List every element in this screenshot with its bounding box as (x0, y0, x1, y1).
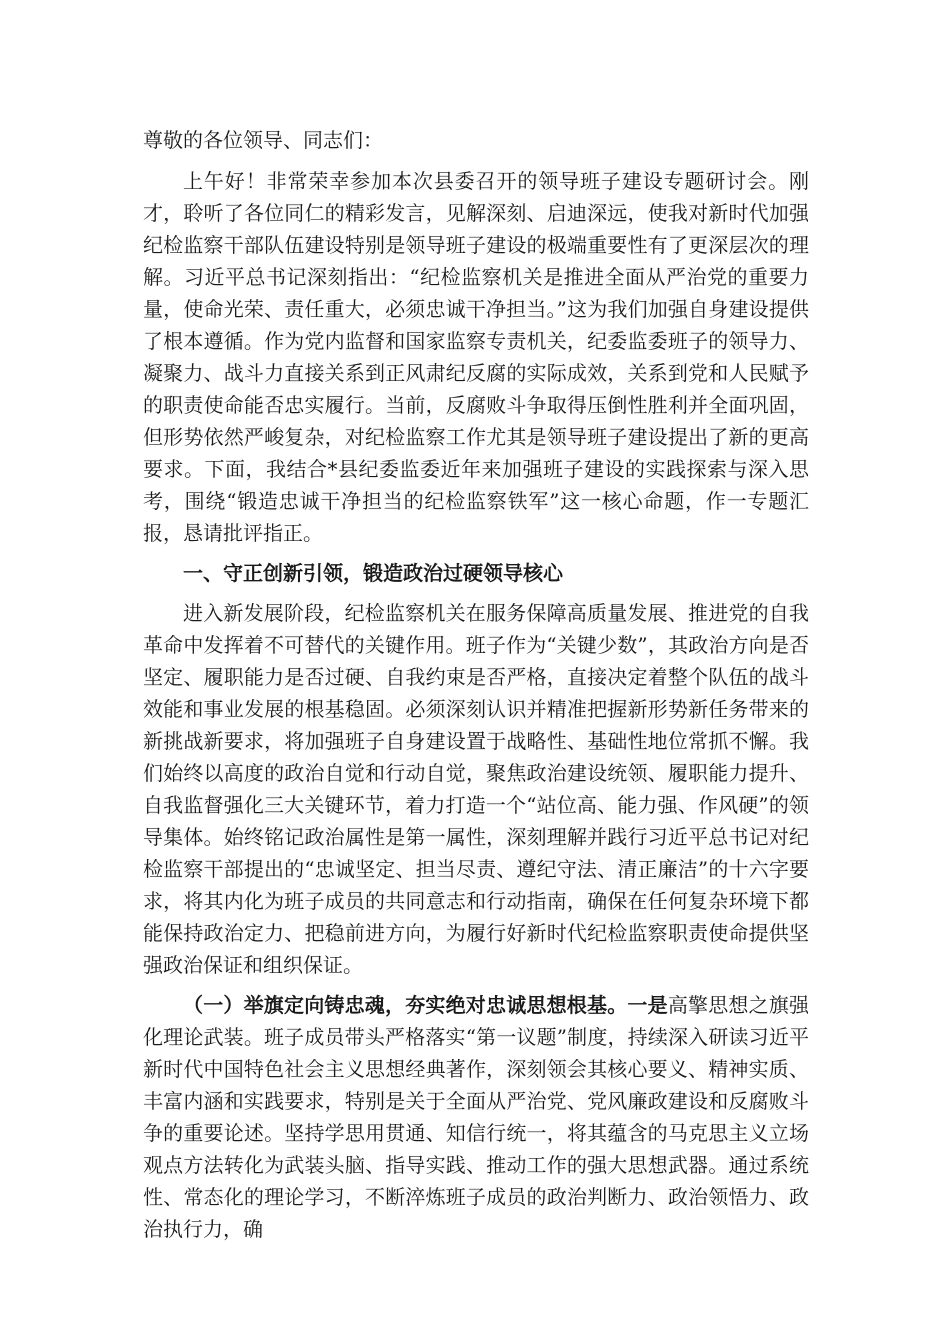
subsection-1-lead: 一是 (627, 993, 668, 1017)
salutation: 尊敬的各位领导、同志们： (143, 128, 383, 152)
subsection-1-body: 高擎思想之旗强化理论武装。班子成员带头严格落实“第一议题”制度，持续深入研读习近平新时代中国特色社会主义思想经典著作，深刻领会其核心要义、精神实质、丰富内涵和实践要求，特别是关于全面从严治党、党风廉政建设和反腐败斗争的重要论述。坚持学思用贯通、知信行统一，将其蕴含的马克思主义立场观点方法转化为武装头脑、指导实践、推动工作的强大思想武器。通过系统性、常态化的理论学习，不断淬炼班子成员的政治判断力、政治领悟力、政治执行力，确 (143, 993, 810, 1241)
subsection-1-paragraph (143, 989, 809, 1245)
section-1-paragraph: 进入新发展阶段，纪检监察机关在服务保障高质量发展、推进党的自我革命中发挥着不可替代的关键作用。班子作为“关键少数”，其政治方向是否坚定、履职能力是否过硬、自我约束是否严格，直接决定着整个队伍的战斗效能和事业发展的根基稳固。必须深刻认识并精准把握新形势新任务带来的新挑战新要求，将加强班子自身建设置于战略性、基础性地位常抓不懈。我们始终以高度的政治自觉和行动自觉，聚焦政治建设统领、履职能力提升、自我监督强化三大关键环节，着力打造一个“站位高、能力强、作风硬”的领导集体。始终铭记政治属性是第一属性，深刻理解并践行习近平总书记对纪检监察干部提出的“忠诚坚定、担当尽责、遵纪守法、清正廉洁”的十六字要求，将其内化为班子成员的共同意志和行动指南，确保在任何复杂环境下都能保持政治定力、把稳前进方向，为履行好新时代纪检监察职责使命提供坚强政治保证和组织保证。 (143, 601, 809, 977)
document-page (143, 124, 809, 1253)
subsection-1-title: （一）举旗定向铸忠魂，夯实绝对忠诚思想根基。 (183, 993, 628, 1017)
intro-paragraph: 上午好！非常荣幸参加本次县委召开的领导班子建设专题研讨会。刚才，聆听了各位同仁的精彩发言，见解深刻、启迪深远，使我对新时代加强纪检监察干部队伍建设特别是领导班子建设的极端重要性有了更深层次的理解。习近平总书记深刻指出：“纪检监察机关是推进全面从严治党的重要力量，使命光荣、责任重大，必须忠诚干净担当。”这为我们加强自身建设提供了根本遵循。作为党内监督和国家监察专责机关，纪委监委班子的领导力、凝聚力、战斗力直接关系到正风肃纪反腐的实际成效，关系到党和人民赋予的职责使命能否忠实履行。当前，反腐败斗争取得压倒性胜利并全面巩固，但形势依然严峻复杂，对纪检监察工作尤其是领导班子建设提出了新的更高要求。下面，我结合*县纪委监委近年来加强班子建设的实践探索与深入思考，围绕“锻造忠诚干净担当的纪检监察铁军”这一核心命题，作一专题汇报，恳请批评指正。 (143, 169, 809, 545)
section-1-heading: 一、守正创新引领，锻造政治过硬领导核心 (183, 561, 563, 585)
